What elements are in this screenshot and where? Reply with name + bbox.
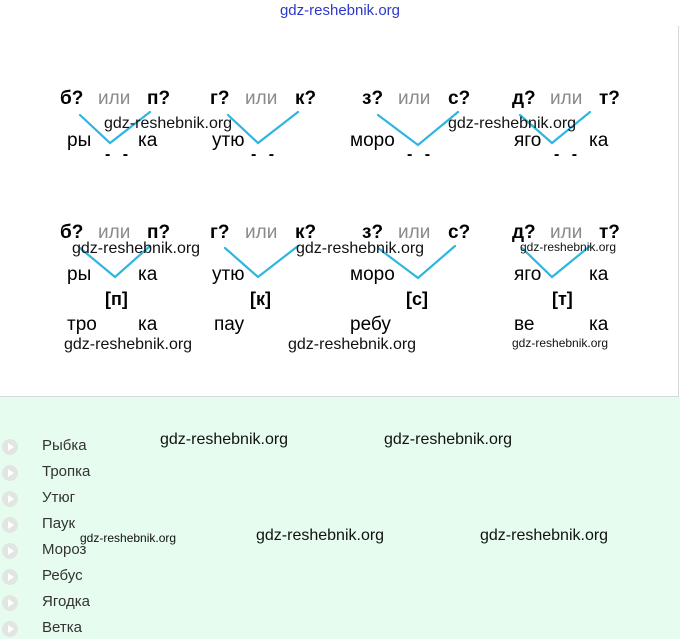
answer-text: Паук <box>42 515 76 532</box>
or-word: или <box>398 222 431 243</box>
example-word-start: ве <box>514 314 535 335</box>
watermark-text: gdz-reshebnik.org <box>520 240 617 254</box>
sound-transcription: [с] <box>406 289 428 309</box>
letter-blanks: - - <box>251 146 279 163</box>
word-start: утю <box>212 264 245 285</box>
sound-transcription: [т] <box>552 289 573 309</box>
option-letter: п? <box>147 222 171 243</box>
option-letter: т? <box>599 88 620 109</box>
top-watermark: gdz-reshebnik.org <box>279 2 401 19</box>
or-word: или <box>98 222 131 243</box>
answer-text: Ребус <box>42 567 83 584</box>
play-icon[interactable] <box>2 491 18 507</box>
answer-text: Ягодка <box>42 593 90 610</box>
letter-blanks: - - <box>554 146 582 163</box>
option-letter: б? <box>60 222 84 243</box>
watermark-text: gdz-reshebnik.org <box>288 336 417 353</box>
option-letter: б? <box>60 88 84 109</box>
option-letter: г? <box>210 88 230 109</box>
answer-text: Тропка <box>42 463 91 480</box>
letter-blanks: - - <box>105 146 133 163</box>
option-letter: д? <box>512 222 536 243</box>
watermark-text: gdz-reshebnik.org <box>512 336 609 350</box>
word-start: утю <box>212 130 245 151</box>
option-letter: з? <box>362 222 384 243</box>
answer-item[interactable] <box>0 486 200 512</box>
word-start: моро <box>350 264 395 285</box>
word-start: ры <box>67 264 92 285</box>
play-icon[interactable] <box>2 595 18 611</box>
word-end: ка <box>589 130 609 151</box>
option-letter: к? <box>295 222 317 243</box>
example-word-end: ка <box>138 314 158 335</box>
or-word: или <box>245 222 278 243</box>
letter-blanks: - - <box>407 146 435 163</box>
option-letter: з? <box>362 88 384 109</box>
watermark-text: gdz-reshebnik.org <box>480 527 609 544</box>
option-letter: т? <box>599 222 620 243</box>
watermark-text: gdz-reshebnik.org <box>104 115 233 132</box>
example-word-start: ребу <box>350 314 391 335</box>
answer-text: Рыбка <box>42 437 87 454</box>
or-word: или <box>398 88 431 109</box>
answer-item[interactable] <box>0 564 200 590</box>
or-word: или <box>550 88 583 109</box>
watermark-text: gdz-reshebnik.org <box>64 336 193 353</box>
watermark-text: gdz-reshebnik.org <box>384 431 513 448</box>
word-start: яго <box>514 130 542 151</box>
sound-transcription: [п] <box>105 289 128 309</box>
watermark-text: gdz-reshebnik.org <box>72 240 201 257</box>
play-icon[interactable] <box>2 517 18 533</box>
answer-text: Ветка <box>42 619 82 636</box>
answer-item[interactable] <box>0 460 200 486</box>
watermark-text: gdz-reshebnik.org <box>80 531 177 545</box>
sound-transcription: [к] <box>250 289 271 309</box>
watermark-text: gdz-reshebnik.org <box>256 527 385 544</box>
play-icon[interactable] <box>2 621 18 637</box>
option-letter: с? <box>448 222 471 243</box>
option-letter: к? <box>295 88 317 109</box>
answer-text: Мороз <box>42 541 87 558</box>
play-icon[interactable] <box>2 439 18 455</box>
example-word-start: пау <box>214 314 245 335</box>
option-letter: с? <box>448 88 471 109</box>
answer-item[interactable] <box>0 616 200 642</box>
answer-text: Утюг <box>42 489 76 506</box>
word-end: ка <box>589 264 609 285</box>
word-start: яго <box>514 264 542 285</box>
or-word: или <box>245 88 278 109</box>
word-end: ка <box>138 130 158 151</box>
word-end: ка <box>138 264 158 285</box>
example-word-start: тро <box>67 314 97 335</box>
watermark-text: gdz-reshebnik.org <box>160 431 289 448</box>
answers-panel <box>0 397 680 639</box>
option-letter: г? <box>210 222 230 243</box>
watermark-text: gdz-reshebnik.org <box>296 240 425 257</box>
option-letter: д? <box>512 88 536 109</box>
word-start: моро <box>350 130 395 151</box>
watermark-text: gdz-reshebnik.org <box>448 115 577 132</box>
answer-item[interactable] <box>0 590 200 616</box>
or-word: или <box>550 222 583 243</box>
option-letter: п? <box>147 88 171 109</box>
word-start: ры <box>67 130 92 151</box>
play-icon[interactable] <box>2 569 18 585</box>
play-icon[interactable] <box>2 543 18 559</box>
or-word: или <box>98 88 131 109</box>
example-word-end: ка <box>589 314 609 335</box>
play-icon[interactable] <box>2 465 18 481</box>
